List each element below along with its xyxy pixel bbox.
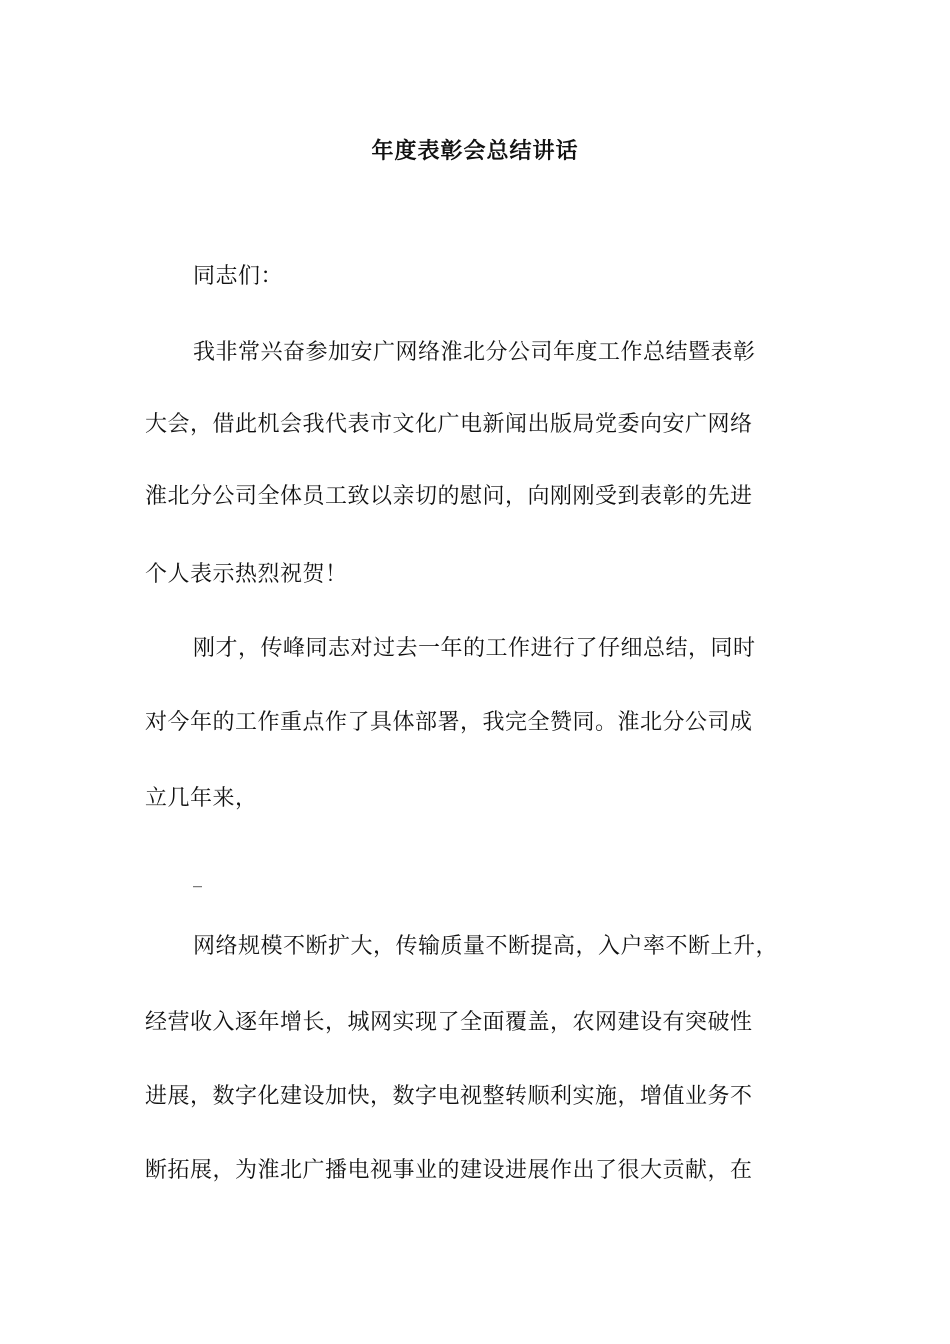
paragraph-1-line-1: 我非常兴奋参加安广网络淮北分公司年度工作总结暨表彰 [193, 340, 756, 365]
paragraph-1-line-4: 个人表示热烈祝贺！ [145, 562, 348, 587]
paragraph-2-line-3: 立几年来， [145, 786, 258, 811]
document-title: 年度表彰会总结讲话 [371, 138, 579, 164]
salutation: 同志们： [193, 264, 284, 289]
paragraph-1-line-3: 淮北分公司全体员工致以亲切的慰问，向刚刚受到表彰的先进 [145, 484, 753, 509]
paragraph-3-line-3: 进展，数字化建设加快，数字电视整转顺利实施，增值业务不 [145, 1084, 753, 1109]
paragraph-1-line-2: 大会，借此机会我代表市文化广电新闻出版局党委向安广网络 [145, 412, 753, 437]
paragraph-3-line-2: 经营收入逐年增长，城网实现了全面覆盖，农网建设有突破性 [145, 1010, 753, 1035]
paragraph-2-line-2: 对今年的工作重点作了具体部署，我完全赞同。淮北分公司成 [145, 710, 753, 735]
paragraph-3-line-1: 网络规模不断扩大，传输质量不断提高，入户率不断上升， [193, 934, 779, 959]
dash-mark: _ [193, 867, 202, 888]
paragraph-3-line-4: 断拓展，为淮北广播电视事业的建设进展作出了很大贡献，在 [145, 1158, 753, 1183]
paragraph-2-line-1: 刚才，传峰同志对过去一年的工作进行了仔细总结，同时 [193, 636, 756, 661]
